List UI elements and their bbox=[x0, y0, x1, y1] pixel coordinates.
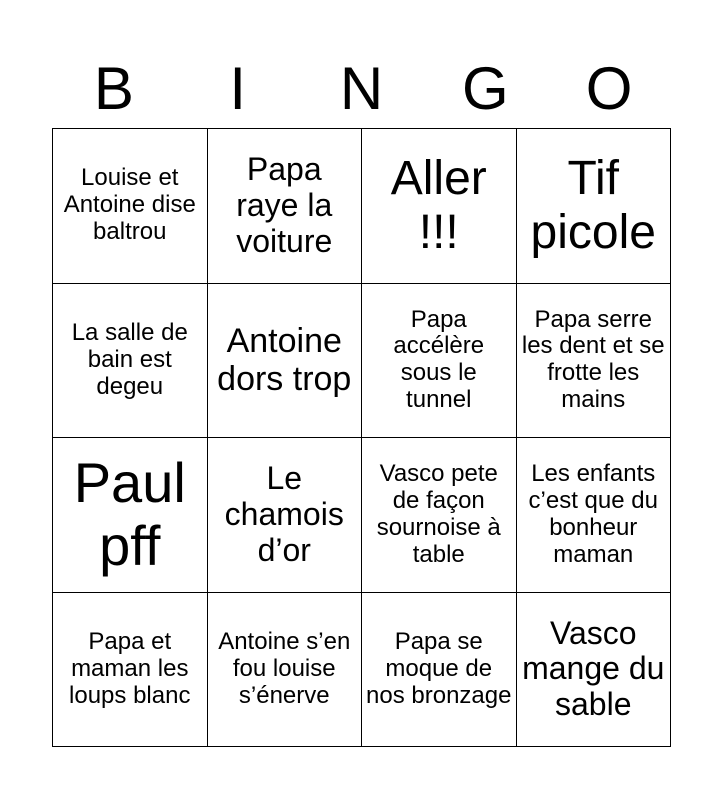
cell-text: Antoine s’en fou louise s’énerve bbox=[218, 627, 351, 709]
header-letter-n: N bbox=[339, 55, 384, 122]
bingo-header bbox=[52, 50, 671, 128]
cell-text: Vasco pete de façon sournoise à table bbox=[376, 460, 501, 568]
cell-text: Antoine dors trop bbox=[217, 322, 352, 399]
cell-text: La salle de bain est degeu bbox=[71, 318, 188, 400]
bingo-cell-r3c4[interactable] bbox=[517, 438, 672, 593]
cell-text: Louise et Antoine dise baltrou bbox=[63, 164, 196, 246]
bingo-cell-r1c4[interactable] bbox=[517, 129, 672, 284]
bingo-cell-r1c2[interactable] bbox=[208, 129, 363, 284]
cell-text: Paul pff bbox=[73, 451, 186, 577]
header-letter-g: G bbox=[461, 55, 509, 122]
bingo-cell-r3c3[interactable] bbox=[362, 438, 517, 593]
cell-text: Papa raye la voiture bbox=[236, 151, 333, 259]
cell-text: Papa et maman les loups blanc bbox=[69, 627, 191, 709]
bingo-cell-r2c3[interactable] bbox=[362, 284, 517, 439]
bingo-cell-r3c2[interactable] bbox=[208, 438, 363, 593]
cell-text: Papa serre les dent et se frotte les mains bbox=[521, 305, 665, 414]
bingo-cell-r2c1[interactable] bbox=[53, 284, 208, 439]
bingo-grid bbox=[52, 128, 671, 747]
bingo-cell-r2c2[interactable] bbox=[208, 284, 363, 439]
cell-text: Vasco mange du sable bbox=[522, 614, 665, 723]
cell-text: Papa accélère sous le tunnel bbox=[393, 305, 485, 414]
header-letter-b: B bbox=[93, 55, 134, 122]
cell-text: Tif picole bbox=[530, 152, 656, 259]
bingo-cell-r4c1[interactable] bbox=[53, 593, 208, 748]
header-letter-o: O bbox=[585, 55, 633, 122]
cell-text: Les enfants c’est que du bonheur maman bbox=[528, 460, 658, 568]
bingo-cell-r1c3[interactable] bbox=[362, 129, 517, 284]
bingo-cell-r4c3[interactable] bbox=[362, 593, 517, 748]
header-letter-i: I bbox=[229, 55, 247, 122]
bingo-cell-r3c1[interactable] bbox=[53, 438, 208, 593]
cell-text: Aller !!! bbox=[390, 152, 487, 259]
bingo-cell-r4c4[interactable] bbox=[517, 593, 672, 748]
cell-text: Le chamois d’or bbox=[224, 460, 344, 568]
bingo-cell-r1c1[interactable] bbox=[53, 129, 208, 284]
bingo-cell-r2c4[interactable] bbox=[517, 284, 672, 439]
cell-text: Papa se moque de nos bronzage bbox=[366, 627, 512, 709]
bingo-cell-r4c2[interactable] bbox=[208, 593, 363, 748]
